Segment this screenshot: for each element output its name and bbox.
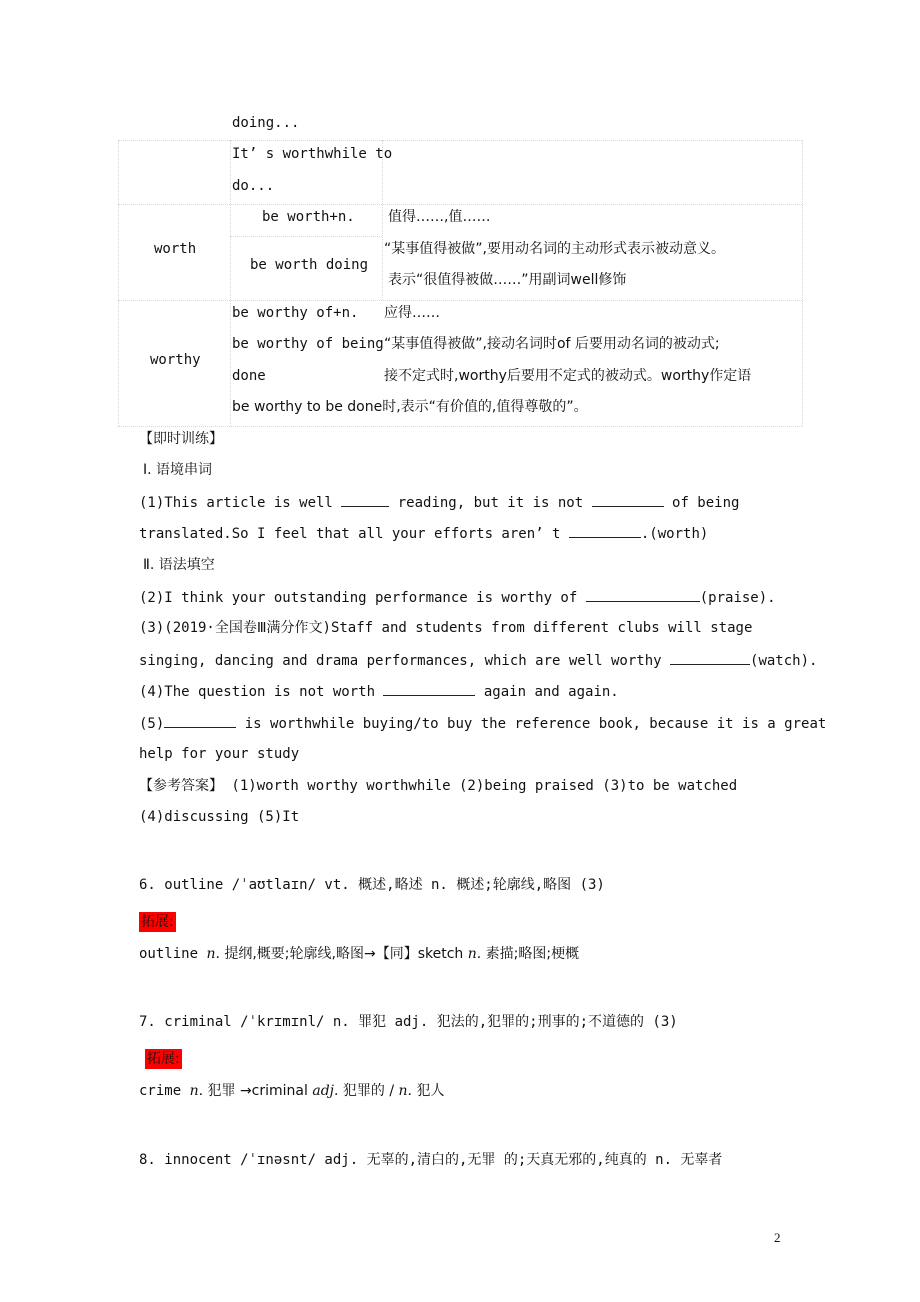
table-label-worthy: worthy xyxy=(150,352,201,368)
question-text: of being xyxy=(663,495,740,511)
answer-blank xyxy=(164,713,236,728)
question-text: (watch). xyxy=(750,653,818,669)
question-text: reading, but it is not xyxy=(389,495,592,511)
table-text: “某事值得被做”,接动名词时of 后要用动名词的被动式; xyxy=(384,336,720,352)
question-text: (4)The question is not worth xyxy=(139,684,384,700)
question-2 xyxy=(139,587,776,608)
table-label-worth: worth xyxy=(154,241,197,257)
question-1-cont xyxy=(139,523,708,544)
question-3: (3)(2019·全国卷Ⅲ满分作文)Staff and students from different clubs will stage xyxy=(139,620,753,636)
table-rule xyxy=(382,140,383,300)
table-text: 值得……,值…… xyxy=(388,209,491,225)
extension-tag: 拓展: xyxy=(141,914,174,930)
word-entry-outline: 6. outline /ˈaʊtlaɪn/ vt. 概述,略述 n. 概述;轮廓线,略图 (3) xyxy=(139,877,605,893)
table-text: It’ s worthwhile to xyxy=(232,146,393,162)
table-rule xyxy=(230,140,231,426)
answer-blank xyxy=(383,681,475,696)
table-rule xyxy=(118,426,802,427)
table-text: do... xyxy=(232,178,275,194)
word-entry-criminal: 7. criminal /ˈkrɪmɪnl/ n. 罪犯 adj. 犯法的,犯罪的;刑事的;不道德的 (3) xyxy=(139,1014,678,1030)
section-title: Ⅰ. 语境串词 xyxy=(143,462,213,478)
ext-text: 犯罪的 / xyxy=(338,1083,399,1099)
table-text: “某事值得被做”,要用动名词的主动形式表示被动意义。 xyxy=(384,241,725,257)
table-text: done xyxy=(232,368,266,384)
question-5 xyxy=(139,713,826,734)
question-text: (5) xyxy=(139,716,165,732)
table-text: 表示“很值得被做……”用副词well修饰 xyxy=(388,272,627,288)
pos-label: n. xyxy=(206,946,220,962)
question-3-cont xyxy=(139,650,817,671)
table-rule xyxy=(118,300,802,301)
answer-key-cont: (4)discussing (5)It xyxy=(139,809,300,825)
pos-label: n. xyxy=(467,946,482,962)
question-text: (2)I think your outstanding performance is worthy of xyxy=(139,590,586,606)
pos-label: adj. xyxy=(312,1083,339,1099)
table-text: 接不定式时,worthy后要用不定式的被动式。worthy作定语 xyxy=(384,368,752,384)
answer-text: (1)worth worthy worthwhile (2)being praised (3)to be watched xyxy=(223,778,738,794)
extension-tag: 拓展: xyxy=(147,1051,180,1067)
table-rule xyxy=(230,236,382,237)
answer-label: 【参考答案】 xyxy=(139,778,223,794)
practice-heading: 【即时训练】 xyxy=(139,431,223,447)
table-rule xyxy=(802,140,803,426)
question-text: translated.So I feel that all your efforts aren’ t xyxy=(139,526,569,542)
question-text: .(worth) xyxy=(640,526,709,542)
table-text: be worthy to be done时,表示“有价值的,值得尊敬的”。 xyxy=(232,399,588,415)
word-extension xyxy=(139,944,579,964)
table-text: doing... xyxy=(232,115,300,131)
ext-text: 犯罪 →criminal xyxy=(203,1083,313,1099)
question-text: again and again. xyxy=(475,684,619,700)
answer-blank xyxy=(670,650,750,665)
table-rule xyxy=(118,204,802,205)
question-text: (1)This article is well xyxy=(139,495,342,511)
table-text: be worth doing xyxy=(250,257,369,273)
ext-text: outline xyxy=(139,946,207,962)
answer-blank xyxy=(586,587,700,602)
question-text: (praise). xyxy=(699,590,776,606)
table-text: be worth+n. xyxy=(262,209,355,225)
word-extension xyxy=(139,1081,444,1101)
answer-blank xyxy=(341,492,389,507)
ext-text: 提纲,概要;轮廓线,略图→【同】sketch xyxy=(219,946,468,962)
section-title: Ⅱ. 语法填空 xyxy=(143,557,215,573)
table-text: 应得…… xyxy=(384,305,440,321)
table-rule xyxy=(118,140,119,426)
answer-key xyxy=(139,776,737,796)
ext-text: crime xyxy=(139,1083,190,1099)
pos-label: n. xyxy=(189,1083,204,1099)
ext-text: 素描;略图;梗概 xyxy=(481,946,580,962)
question-5-cont: help for your study xyxy=(139,746,300,762)
table-text: be worthy of+n. xyxy=(232,305,359,321)
table-rule xyxy=(118,140,802,141)
question-text: singing, dancing and drama performances, which are well worthy xyxy=(139,653,671,669)
question-text: is worthwhile buying/to buy the reference book, because it is a great xyxy=(236,716,827,732)
answer-blank xyxy=(569,523,641,538)
question-4 xyxy=(139,681,619,702)
answer-blank xyxy=(592,492,664,507)
question-1 xyxy=(139,492,739,513)
ext-text: 犯人 xyxy=(412,1083,445,1099)
page-number: 2 xyxy=(774,1230,781,1245)
pos-label: n. xyxy=(398,1083,412,1099)
table-text: be worthy of being xyxy=(232,336,384,352)
word-entry-innocent: 8. innocent /ˈɪnəsnt/ adj. 无辜的,清白的,无罪 的;天真无邪的,纯真的 n. 无辜者 xyxy=(139,1152,723,1168)
